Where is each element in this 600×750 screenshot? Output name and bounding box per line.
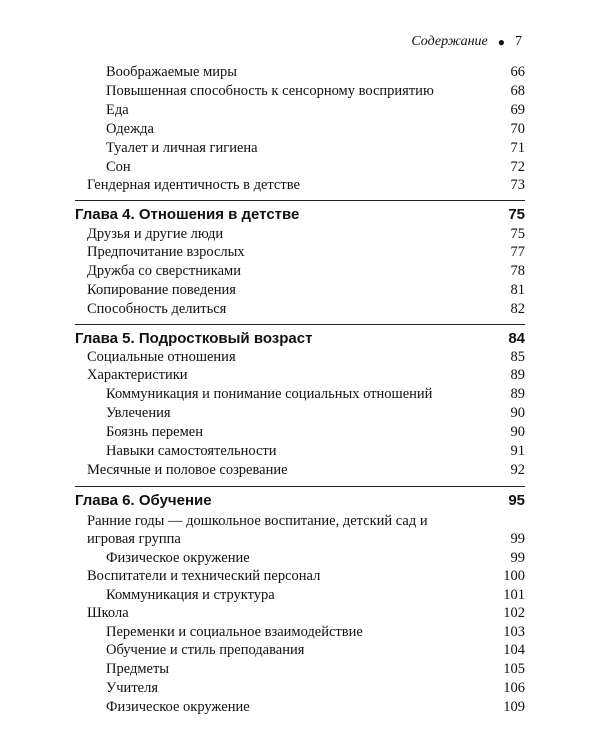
toc-entry-page: 89 [510,386,525,402]
toc-entry [0,442,600,461]
toc-entry [0,243,600,262]
toc-entry-title: Повышенная способность к сенсорному восприятию [106,83,434,99]
toc-entry-page: 85 [510,349,525,365]
toc-entry-page: 69 [510,102,525,118]
toc-chapter [0,205,600,224]
running-header-title: Содержание [411,34,488,49]
toc-entry-title: Глава 4. Отношения в детстве [75,206,300,223]
toc-entry-page: 99 [510,550,525,566]
toc-entry-title: Туалет и личная гигиена [106,140,258,156]
toc-entry-page: 75 [510,226,525,242]
toc-entry [0,366,600,385]
toc-entry-title: Боязнь перемен [106,424,203,440]
toc-entry-title: Месячные и половое созревание [87,462,288,478]
running-header [411,34,522,50]
toc-entry-title: Сон [106,159,131,175]
toc-entry-title: Глава 5. Подростковый возраст [75,330,313,347]
toc-entry [0,604,600,623]
toc-entry [0,423,600,442]
toc-entry-page: 68 [510,83,525,99]
toc-entry [0,404,600,423]
toc-entry [0,176,600,195]
chapter-divider [75,486,525,487]
toc-entry [0,158,600,177]
toc-entry-title: Одежда [106,121,154,137]
toc-entry-title: Обучение и стиль преподавания [106,642,305,658]
toc-entry-page: 102 [503,605,525,621]
toc-entry-title: Предпочитание взрослых [87,244,245,260]
toc-entry [0,139,600,158]
toc-entry-page: 91 [510,443,525,459]
toc-entry [0,679,600,698]
toc-entry-page: 89 [510,367,525,383]
toc-entry-page: 99 [510,531,525,547]
toc-entry-page: 82 [510,301,525,317]
toc-entry-title: Характеристики [87,367,188,383]
toc-entry-page: 105 [503,661,525,677]
toc-entry-page: 84 [508,330,525,347]
toc-entry [0,698,600,717]
toc-entry-page: 81 [510,282,525,298]
toc-entry-page: 100 [503,568,525,584]
toc-entry-page: 73 [510,177,525,193]
toc-entry [0,101,600,120]
toc-entry-title: Переменки и социальное взаимодействие [106,624,363,640]
toc-entry-page: 109 [503,699,525,715]
toc-entry-page: 66 [510,64,525,80]
toc-entry-title: Дружба со сверстниками [87,263,241,279]
toc-chapter [0,329,600,348]
toc-entry-page: 75 [508,206,525,223]
toc-entry-title: Коммуникация и понимание социальных отношений [106,386,433,402]
toc-entry [0,300,600,319]
toc-entry [0,120,600,139]
toc-entry-title: Физическое окружение [106,699,250,715]
toc-entry [0,225,600,244]
toc-entry-page: 106 [503,680,525,696]
toc-entry-title: Социальные отношения [87,349,236,365]
toc-entry [0,262,600,281]
toc-entry-page: 70 [510,121,525,137]
toc-entry-title: Навыки самостоятельности [106,443,277,459]
page-number: 7 [515,34,522,49]
toc-entry-title: Школа [87,605,129,621]
toc-entry-title: Предметы [106,661,170,677]
toc-entry-title: Глава 6. Обучение [75,492,212,509]
toc-entry [0,511,600,549]
toc-entry-title: Учителя [106,680,158,696]
toc-entry-page: 90 [510,405,525,421]
toc-entry-title: Способность делиться [87,301,227,317]
toc-entry [0,567,600,586]
toc-entry [0,63,600,82]
toc-entry-title: Увлечения [106,405,171,421]
toc-entry-title: Гендерная идентичность в детстве [87,177,300,193]
toc-entry-title: Коммуникация и структура [106,587,275,603]
chapter-divider [75,324,525,325]
toc-entry-page: 71 [510,140,525,156]
toc-entry [0,641,600,660]
toc-entry-page: 92 [510,462,525,478]
toc-entry [0,660,600,679]
toc-entry-page: 78 [510,263,525,279]
toc-entry [0,385,600,404]
toc-entry-title: Друзья и другие люди [87,226,224,242]
toc-entry-title: Воображаемые миры [106,64,238,80]
bullet-icon: ● [497,34,505,49]
toc-entry-page: 90 [510,424,525,440]
toc-entry-title: Еда [106,102,129,118]
toc-entry [0,82,600,101]
toc-entry-page: 104 [503,642,525,658]
toc-entry-title: Ранние годы — дошкольное воспитание, детский сад и игровая группа [87,513,428,547]
toc-entry [0,623,600,642]
toc-entry-page: 72 [510,159,525,175]
toc-entry-page: 101 [503,587,525,603]
toc-entry-page: 95 [508,492,525,509]
toc-entry-title: Физическое окружение [106,550,250,566]
toc-entry [0,586,600,605]
toc-entry-page: 103 [503,624,525,640]
toc-chapter [0,491,600,510]
toc-entry-title: Копирование поведения [87,282,236,298]
chapter-divider [75,200,525,201]
toc-entry [0,461,600,480]
toc-entry [0,549,600,568]
toc-entry [0,348,600,367]
toc-entry-page: 77 [510,244,525,260]
toc-entry-title: Воспитатели и технический персонал [87,568,321,584]
toc-entry [0,281,600,300]
